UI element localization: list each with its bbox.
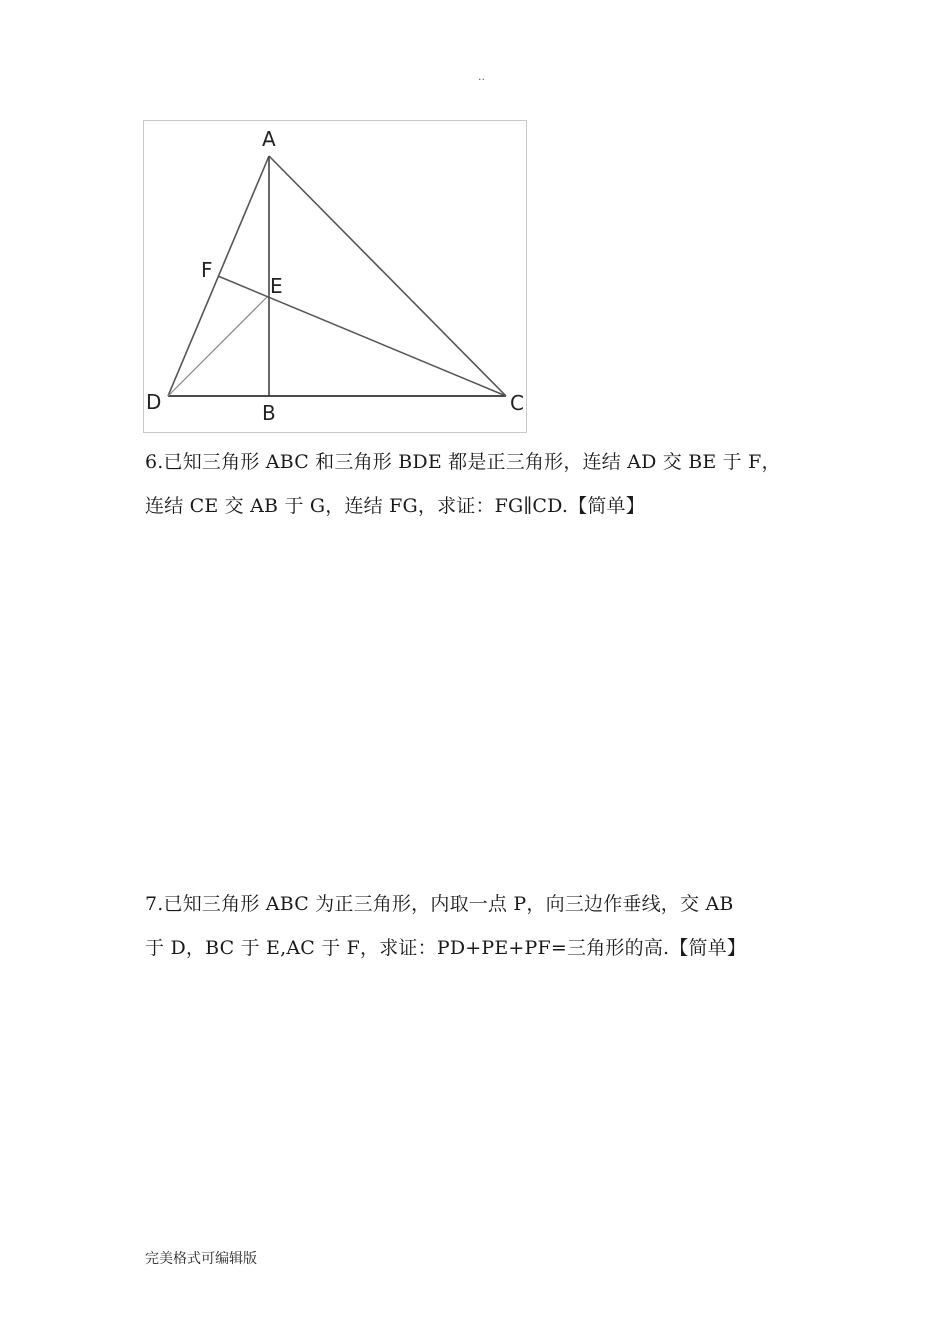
problem-7 (145, 882, 810, 970)
geometry-figure (143, 120, 527, 433)
segment-AC (269, 156, 506, 396)
segment-DE (168, 295, 269, 396)
label-A: A (262, 127, 276, 151)
label-B: B (262, 401, 276, 425)
label-C: C (510, 391, 524, 415)
label-F: F (201, 258, 213, 282)
footer-text: 完美格式可编辑版 (145, 1251, 257, 1267)
problem-6-line-2: 连结 CE 交 AB 于 G，连结 FG，求证：FG∥CD.【简单】 (145, 495, 645, 517)
problem-6 (145, 440, 810, 528)
label-D: D (146, 390, 162, 414)
geometry-diagram (144, 121, 528, 434)
problem-6-line-1: 6.已知三角形 ABC 和三角形 BDE 都是正三角形，连结 AD 交 BE 于 F， (145, 451, 781, 473)
label-E: E (270, 274, 283, 298)
problem-7-line-2: 于 D，BC 于 E,AC 于 F，求证：PD+PE+PF=三角形的高.【简单】 (145, 937, 747, 959)
segment-FC (218, 276, 506, 396)
problem-7-line-1: 7.已知三角形 ABC 为正三角形，内取一点 P，向三边作垂线，交 AB (145, 893, 734, 915)
header-mark: .. (478, 70, 485, 83)
